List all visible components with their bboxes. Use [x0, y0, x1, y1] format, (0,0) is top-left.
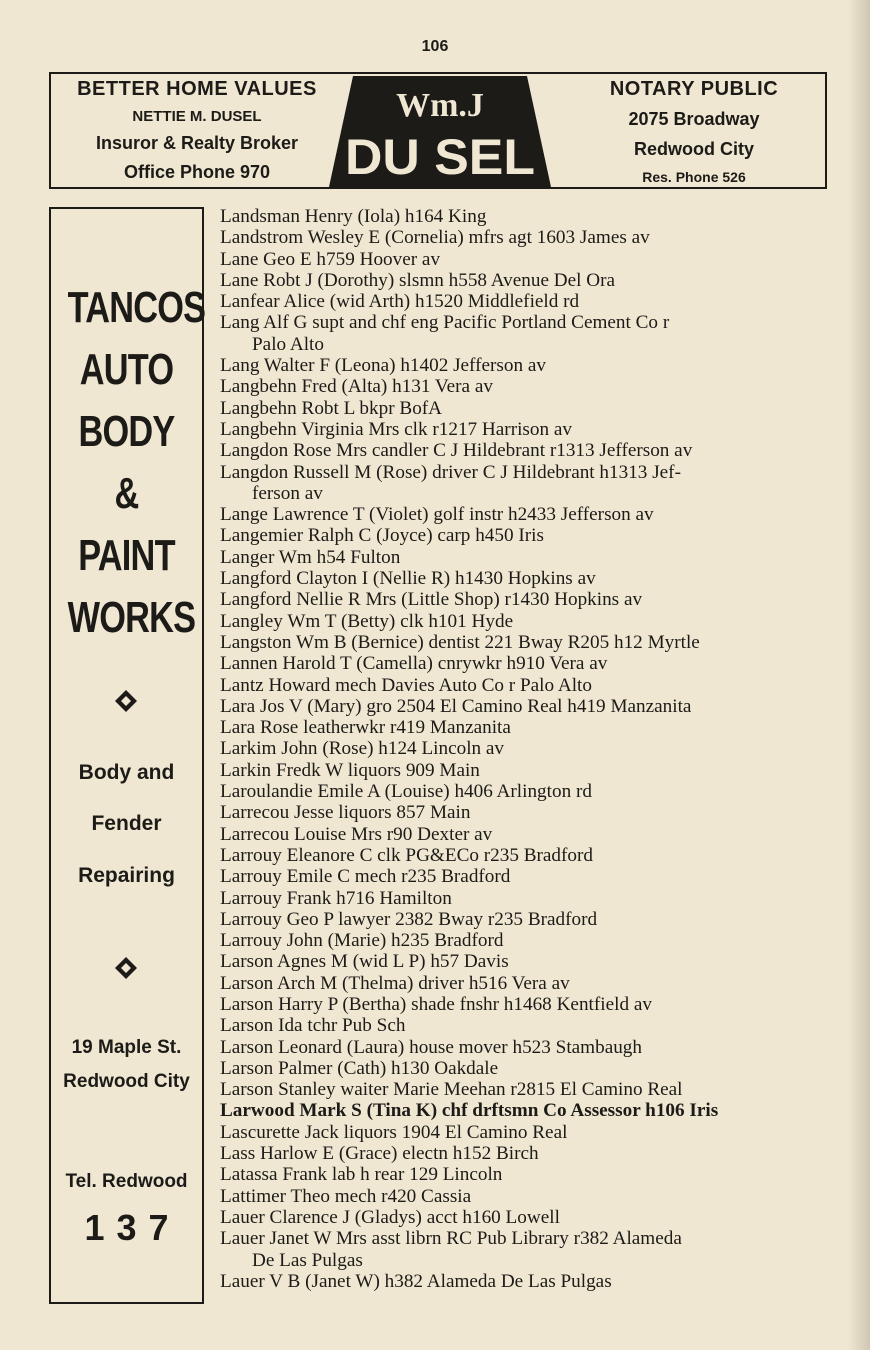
listing-text: Langley Wm T (Betty) clk h101 Hyde [220, 610, 514, 632]
listing-text: Langer Wm h54 Fulton [220, 546, 401, 568]
listing-text: Lascurette Jack liquors 1904 El Camino Real [220, 1121, 568, 1143]
listing-text: Landsman Henry (Iola) h164 King [220, 206, 487, 227]
ad-headline: BETTER HOME VALUES [77, 78, 317, 100]
listing-text: Lass Harlow E (Grace) electn h152 Birch [220, 1143, 539, 1165]
side-address-line: 19 Maple St. [71, 1037, 182, 1058]
listing-entry [220, 462, 832, 505]
listing-text: Larrouy Geo P lawyer 2382 Bway r235 Bradford [220, 908, 598, 930]
listing-entry [220, 675, 832, 696]
ad-left-block [51, 74, 343, 187]
listing-text: Lara Rose leatherwkr r419 Manzanita [220, 717, 511, 739]
listing-text: Langemier Ralph C (Joyce) carp h450 Iris [220, 525, 544, 547]
side-tel-label: Tel. Redwood [65, 1171, 188, 1192]
listing-text: Lattimer Theo mech r420 Cassia [220, 1185, 472, 1207]
listing-entry [220, 802, 832, 823]
listing-text: Larrouy Frank h716 Hamilton [220, 887, 452, 909]
listing-entry [220, 717, 832, 738]
listing-text: Langston Wm B (Bernice) dentist 221 Bway R205 h12 Myrtle [220, 631, 700, 653]
ad-notary: NOTARY PUBLIC [609, 78, 779, 100]
listing-entry [220, 525, 832, 546]
listing-entry [220, 1143, 832, 1164]
listing-text: Lane Geo E h759 Hoover av [220, 248, 441, 270]
side-title-line: & [114, 469, 139, 518]
side-service-line: Body and [78, 761, 175, 784]
listing-continuation: De Las Pulgas [252, 1249, 363, 1271]
listing-text: Langbehn Robt L bkpr BofA [220, 397, 443, 419]
listing-entry [220, 270, 832, 291]
page-edge-shadow [848, 0, 870, 1350]
listing-text: Larson Harry P (Bertha) shade fnshr h1468 Kentfield av [220, 993, 652, 1015]
ad-res-phone: Res. Phone 526 [642, 169, 746, 185]
listing-text: Latassa Frank lab h rear 129 Lincoln [220, 1164, 503, 1186]
listing-text: Larson Stanley waiter Marie Meehan r2815 El Camino Real [220, 1079, 683, 1101]
side-tel-number: 137 [84, 1207, 181, 1248]
listing-entry [220, 1037, 832, 1058]
listing-text: Lauer Clarence J (Gladys) acct h160 Lowell [220, 1206, 560, 1228]
listing-text: Langford Clayton I (Nellie R) h1430 Hopkins av [220, 568, 596, 590]
listing-entry [220, 589, 832, 610]
listing-entry [220, 1164, 832, 1185]
directory-listings [220, 206, 832, 1292]
listing-entry [220, 909, 832, 930]
listing-text: Larson Ida tchr Pub Sch [220, 1015, 406, 1037]
listing-entry [220, 291, 832, 312]
listing-text: Larson Agnes M (wid L P) h57 Davis [220, 951, 509, 973]
listing-text: Lannen Harold T (Camella) cnrywkr h910 Vera av [220, 653, 608, 675]
listing-continuation: ferson av [252, 482, 323, 504]
listing-text: Lauer V B (Janet W) h382 Alameda De Las Pulgas [220, 1270, 612, 1292]
listing-entry [220, 866, 832, 887]
dusel-logo [329, 76, 551, 187]
top-advertisement [49, 72, 827, 189]
listing-entry [220, 1100, 832, 1121]
ad-owner-name: NETTIE M. DUSEL [132, 108, 262, 125]
listing-continuation: Palo Alto [252, 333, 324, 355]
listing-entry [220, 973, 832, 994]
listing-entry [220, 1207, 832, 1228]
listing-entry [220, 1228, 832, 1271]
side-title-line: BODY [78, 407, 175, 456]
page-number: 106 [421, 38, 449, 55]
listing-text: Larson Arch M (Thelma) driver h516 Vera av [220, 972, 570, 994]
listing-text: Landstrom Wesley E (Cornelia) mfrs agt 1603 James av [220, 227, 650, 249]
diamond-ornament-icon [114, 689, 138, 713]
listing-text: Larwood Mark S (Tina K) chf drftsmn Co Assessor h106 Iris [220, 1100, 719, 1122]
listing-text: Lang Alf G supt and chf eng Pacific Portland Cement Co r [220, 312, 670, 334]
listing-text: Larrouy John (Marie) h235 Bradford [220, 930, 504, 952]
listing-entry [220, 376, 832, 397]
side-title-line: AUTO [79, 345, 174, 394]
listing-entry [220, 1186, 832, 1207]
listing-text: Lantz Howard mech Davies Auto Co r Palo Alto [220, 674, 592, 696]
logo-line-2: DU SEL [345, 129, 535, 185]
listing-entry [220, 824, 832, 845]
listing-entry [220, 1122, 832, 1143]
side-service-line: Fender [91, 812, 162, 835]
listing-text: Lanfear Alice (wid Arth) h1520 Middlefield rd [220, 291, 580, 313]
listing-entry [220, 888, 832, 909]
listing-entry [220, 653, 832, 674]
listing-entry [220, 994, 832, 1015]
listing-text: Langdon Russell M (Rose) driver C J Hildebrant h1313 Jef- [220, 461, 681, 483]
listing-entry [220, 398, 832, 419]
side-title-line: PAINT [78, 531, 175, 580]
listing-entry [220, 249, 832, 270]
ad-right-block [561, 74, 827, 187]
ad-city: Redwood City [634, 139, 754, 159]
listing-entry [220, 930, 832, 951]
listing-entry [220, 355, 832, 376]
listing-text: Langbehn Fred (Alta) h131 Vera av [220, 376, 493, 398]
listing-text: Larrecou Louise Mrs r90 Dexter av [220, 823, 493, 845]
listing-text: Lane Robt J (Dorothy) slsmn h558 Avenue Del Ora [220, 269, 616, 291]
listing-entry [220, 738, 832, 759]
ad-office-phone: Office Phone 970 [123, 162, 271, 182]
listing-entry [220, 611, 832, 632]
side-title-line: WORKS [67, 593, 196, 642]
listing-text: Larson Palmer (Cath) h130 Oakdale [220, 1057, 499, 1079]
listing-text: Langford Nellie R Mrs (Little Shop) r1430 Hopkins av [220, 589, 643, 611]
listing-entry [220, 440, 832, 461]
listing-entry [220, 951, 832, 972]
listing-entry [220, 1058, 832, 1079]
listing-text: Larrouy Eleanore C clk PG&ECo r235 Bradford [220, 844, 593, 866]
listing-text: Larson Leonard (Laura) house mover h523 Stambaugh [220, 1036, 642, 1058]
listing-text: Larrecou Jesse liquors 857 Main [220, 802, 471, 824]
listing-entry [220, 1079, 832, 1100]
listing-entry [220, 568, 832, 589]
listing-entry [220, 227, 832, 248]
listing-entry [220, 504, 832, 525]
side-service-line: Repairing [78, 864, 175, 887]
diamond-ornament-icon [114, 956, 138, 980]
listing-entry [220, 781, 832, 802]
listing-text: Langbehn Virginia Mrs clk r1217 Harrison av [220, 418, 572, 440]
logo-line-1: Wm.J [396, 87, 484, 124]
listing-text: Langdon Rose Mrs candler C J Hildebrant r1313 Jefferson av [220, 440, 693, 462]
listing-text: Lange Lawrence T (Violet) golf instr h2433 Jefferson av [220, 504, 654, 526]
listing-entry [220, 1271, 832, 1292]
side-address-line: Redwood City [63, 1071, 190, 1092]
listing-entry [220, 760, 832, 781]
listing-text: Lara Jos V (Mary) gro 2504 El Camino Real h419 Manzanita [220, 695, 692, 717]
listing-text: Larkin Fredk W liquors 909 Main [220, 759, 480, 781]
listing-entry [220, 696, 832, 717]
listing-text: Larrouy Emile C mech r235 Bradford [220, 866, 511, 888]
listing-text: Lang Walter F (Leona) h1402 Jefferson av [220, 355, 546, 377]
listing-entry [220, 206, 832, 227]
listing-entry [220, 312, 832, 355]
side-advertisement [49, 207, 204, 1304]
listing-text: Laroulandie Emile A (Louise) h406 Arlington rd [220, 781, 592, 803]
listing-entry [220, 1015, 832, 1036]
listing-text: Lauer Janet W Mrs asst librn RC Pub Library r382 Alameda [220, 1228, 682, 1250]
listing-entry [220, 632, 832, 653]
listing-entry [220, 547, 832, 568]
listing-entry [220, 845, 832, 866]
side-title-line: TANCOS [67, 283, 206, 332]
listing-entry [220, 419, 832, 440]
listing-text: Larkim John (Rose) h124 Lincoln av [220, 738, 505, 760]
ad-profession: Insuror & Realty Broker [95, 133, 299, 153]
ad-street: 2075 Broadway [628, 109, 760, 129]
